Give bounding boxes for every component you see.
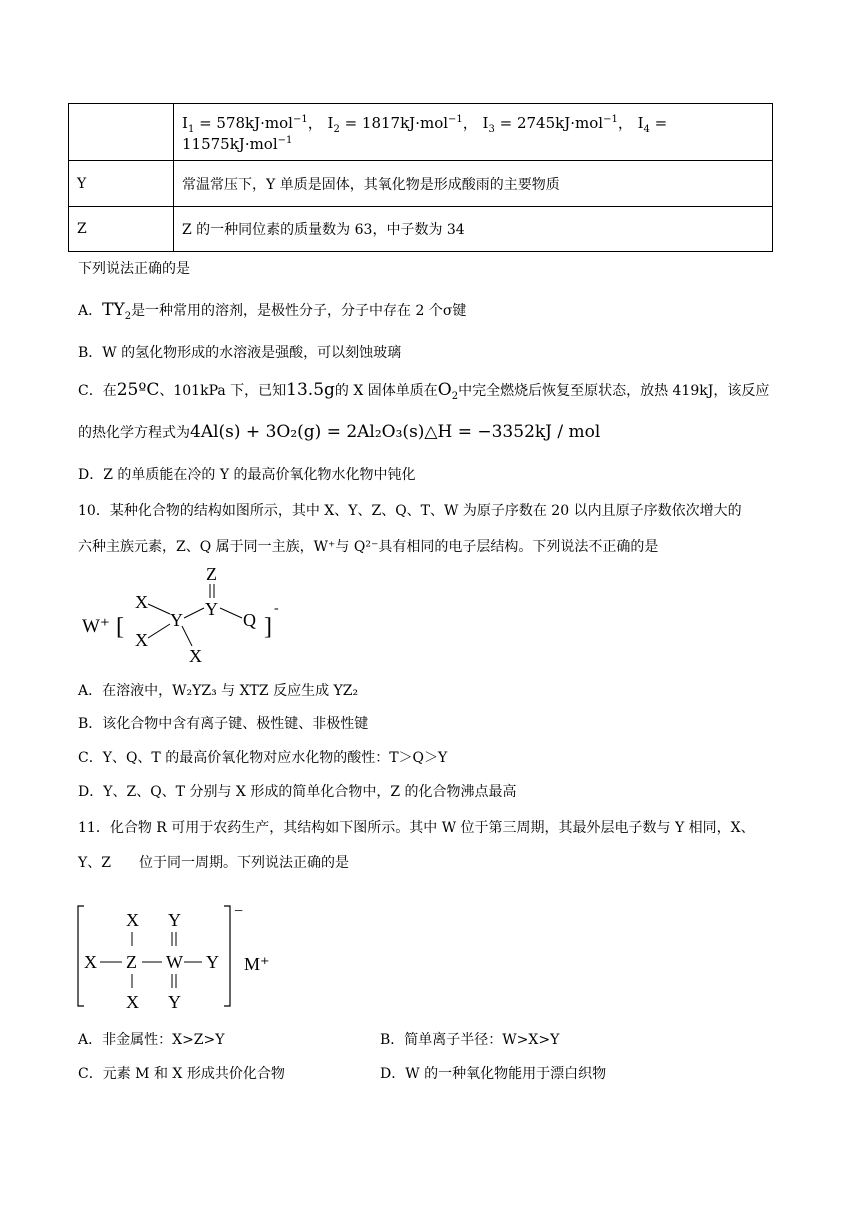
q11-option-c: C．元素 M 和 X 形成共价化合物 bbox=[78, 1066, 285, 1082]
q10-structure-diagram bbox=[78, 560, 298, 670]
q11-stem-line1: 11．化合物 R 可用于农药生产，其结构如下图所示。其中 W 位于第三周期，其最外层电子数与 Y 相同，X、 bbox=[78, 820, 755, 836]
q11-charge: − bbox=[234, 903, 244, 920]
q9-c-mid3: 中完全燃烧后恢复至原状态，放热 419kJ，该反应 bbox=[458, 383, 770, 399]
q11-m-label: M⁺ bbox=[244, 954, 270, 974]
table-row bbox=[69, 104, 773, 161]
q9-option-b: B．W 的氢化物形成的水溶液是强酸，可以刻蚀玻璃 bbox=[78, 345, 402, 361]
i2-value: 1817kJ·mol bbox=[361, 113, 449, 132]
q9-option-a bbox=[78, 300, 466, 322]
q11-y-bottom-label: Y bbox=[168, 992, 181, 1012]
i3-value: 2745kJ·mol bbox=[516, 113, 604, 132]
q9-c-mid1: 、101kPa 下，已知 bbox=[159, 383, 287, 399]
i4-exp: −1 bbox=[277, 134, 293, 146]
q9-a-formula: TY bbox=[102, 300, 125, 320]
q10-option-b: B．该化合物中含有离子键、极性键、非极性键 bbox=[78, 716, 369, 732]
q9-option-c-line2 bbox=[78, 422, 600, 442]
i1-exp: −1 bbox=[292, 113, 308, 125]
q9-option-d: D．Z 的单质能在冷的 Y 的最高价氧化物水化物中钝化 bbox=[78, 467, 416, 483]
q9-a-prefix: A． bbox=[78, 303, 103, 319]
q10-x2-label: X bbox=[135, 630, 148, 650]
element-info-table bbox=[68, 103, 773, 252]
q9-a-text: 是一种常用的溶剂，是极性分子，分子中存在 2 个σ键 bbox=[131, 303, 467, 319]
i2-exp: −1 bbox=[448, 113, 463, 125]
table-row bbox=[69, 207, 773, 252]
q9-c-temp: 25ºC bbox=[116, 380, 160, 400]
table-content-cell: 常温常压下，Y 单质是固体，其氧化物是形成酸雨的主要物质 bbox=[174, 161, 773, 207]
q9-a-sub: 2 bbox=[124, 310, 132, 322]
q10-x3-label: X bbox=[189, 646, 202, 666]
i1-value: 578kJ·mol bbox=[216, 113, 293, 132]
q11-bonds bbox=[100, 932, 202, 988]
table-content-cell: Z 的一种同位素的质量数为 63，中子数为 34 bbox=[174, 207, 773, 252]
i3-exp: −1 bbox=[603, 113, 618, 125]
q10-option-c: C．Y、Q、T 的最高价氧化物对应水化物的酸性：T＞Q＞Y bbox=[78, 750, 448, 766]
q11-x-left-label: X bbox=[84, 952, 97, 972]
q11-stem-line2: Y、Z 位于同一周期。下列说法正确的是 bbox=[78, 855, 349, 871]
table-row bbox=[69, 161, 773, 207]
i4-value: 11575kJ·mol bbox=[182, 134, 278, 153]
q9-c-prefix: C．在 bbox=[78, 383, 117, 399]
table-label-cell bbox=[69, 104, 174, 161]
q10-option-d: D．Y、Z、Q、T 分别与 X 形成的简单化合物中，Z 的化合物沸点最高 bbox=[78, 784, 517, 800]
q9-c-mass: 13.5g bbox=[286, 380, 335, 400]
q10-left-bracket: [ bbox=[116, 614, 124, 640]
q10-x1-label: X bbox=[135, 592, 148, 612]
q10-z-label: Z bbox=[206, 564, 217, 584]
q11-option-b: B．简单离子半径：W>X>Y bbox=[380, 1032, 560, 1048]
q11-w-label: W bbox=[166, 952, 183, 972]
q11-option-a: A．非金属性：X>Z>Y bbox=[78, 1032, 225, 1048]
q11-structure-diagram bbox=[74, 902, 294, 1012]
q11-x-bottom-label: X bbox=[126, 992, 139, 1012]
q9-c-o2: O bbox=[437, 380, 452, 400]
q11-y-top-label: Y bbox=[168, 910, 181, 930]
q10-option-a: A．在溶液中，W₂YZ₃ 与 XTZ 反应生成 YZ₂ bbox=[78, 683, 359, 699]
q11-x-top-label: X bbox=[126, 910, 139, 930]
ionization-energies-cell bbox=[174, 104, 773, 161]
q10-bonds bbox=[148, 584, 242, 646]
q9-c-equation: 4Al(s) + 3O₂(g) = 2Al₂O₃(s)△H = −3352kJ / mol bbox=[190, 422, 601, 442]
q10-w-label: W⁺ bbox=[82, 616, 110, 637]
q10-y2-label: Y bbox=[205, 599, 218, 619]
q11-z-label: Z bbox=[126, 952, 137, 972]
q10-stem-line1: 10．某种化合物的结构如图所示，其中 X、Y、Z、Q、T、W 为原子序数在 20 以内且原子序数依次增大的 bbox=[78, 503, 742, 519]
q9-option-c-line1: C．在25ºC、101kPa 下，已知13.5g的 X 固体单质在$O_2$中完全燃烧后恢复至原状态，放热 419kJ，该反应 bbox=[78, 380, 770, 402]
q10-stem-line2: 六种主族元素，Z、Q 属于同一主族，W⁺与 Q²⁻具有相同的电子层结构。下列说法不正确的是 bbox=[78, 539, 659, 555]
q10-y1-label: Y bbox=[170, 610, 183, 630]
q9-c-line2-prefix: 的热化学方程式为 bbox=[78, 425, 190, 441]
q10-charge: - bbox=[274, 601, 279, 616]
q11-option-d: D．W 的一种氧化物能用于漂白织物 bbox=[380, 1066, 607, 1082]
ionization-energies: $I_1 = 578kJ\cdot mol^{-1}$， $I_2 = 1817kJ\cdot mol^{-1}$， $I_3 = 2745kJ\cdot mol^{-1}$， $I_4 = 11575kJ\cdot mol^{-1}$ bbox=[182, 113, 668, 153]
q11-y-right-label: Y bbox=[206, 952, 219, 972]
q9-c-mid2: 的 X 固体单质在 bbox=[334, 383, 438, 399]
q10-right-bracket: ] bbox=[264, 614, 272, 640]
table-label-cell: Y bbox=[69, 161, 174, 207]
q10-q-label: Q bbox=[243, 610, 256, 630]
table-label-cell: Z bbox=[69, 207, 174, 252]
q9-prompt: 下列说法正确的是 bbox=[78, 261, 190, 277]
